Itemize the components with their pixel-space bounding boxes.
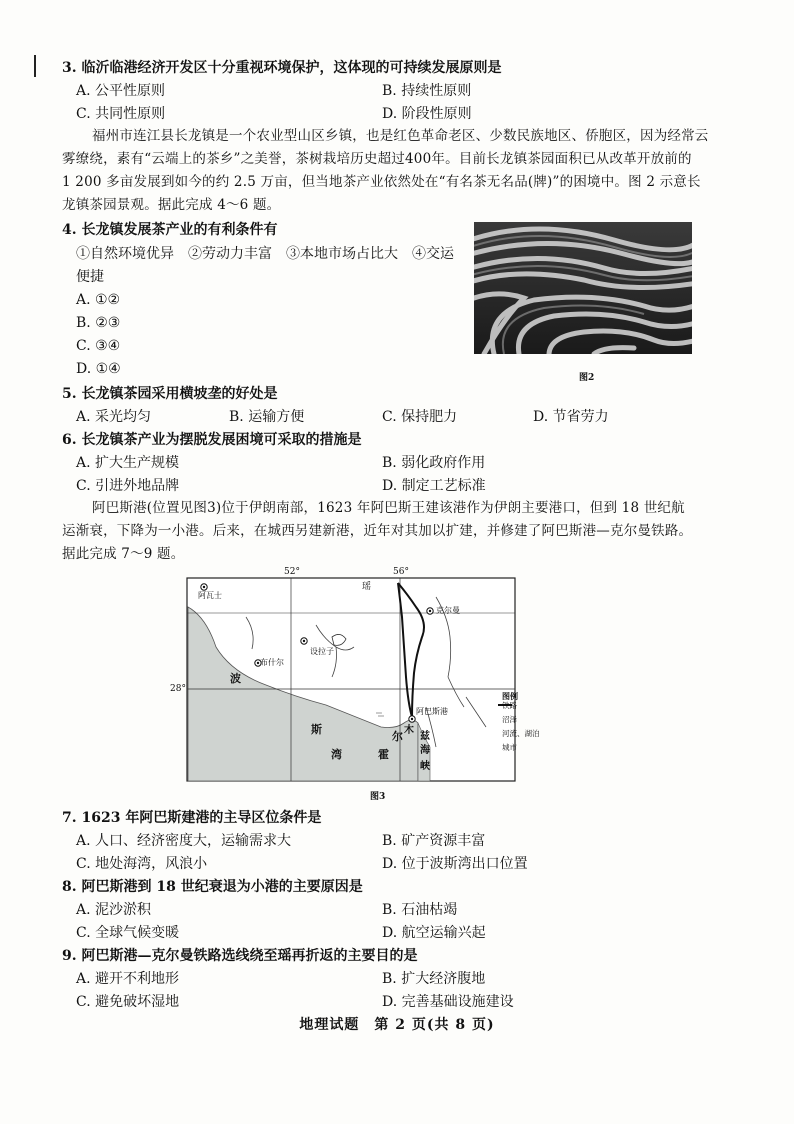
question-4-option-b: B. ②③	[76, 315, 121, 331]
city-label-ahvaz: 阿瓦士	[198, 591, 222, 600]
question-4-stem: 4. 长龙镇发展茶产业的有利条件有	[62, 222, 278, 238]
question-7-option-c: C. 地处海湾，风浪小	[76, 856, 208, 872]
water-label-hai: 海	[420, 745, 430, 756]
question-3-option-a: A. 公平性原则	[76, 83, 166, 99]
legend-title: 图例	[502, 691, 518, 701]
question-5-stem: 5. 长龙镇茶园采用横坡垄的好处是	[62, 386, 278, 402]
question-8-option-d: D. 航空运输兴起	[382, 925, 486, 941]
passage-1-line-2: 雾缭绕，素有“云端上的茶乡”之美誉，茶树栽培历史超过400年。目前长龙镇茶园面积已从改革开放前的	[62, 151, 692, 167]
question-4-option-c: C. ③④	[76, 338, 121, 354]
water-label-mu: 木	[404, 725, 414, 736]
question-3-option-d: D. 阶段性原则	[382, 106, 472, 122]
passage-2-line-3: 据此完成 7～9 题。	[62, 546, 185, 562]
question-5-option-b: B. 运输方便	[229, 409, 305, 425]
question-5-option-a: A. 采光均匀	[76, 409, 152, 425]
water-label-huo: 霍	[378, 748, 389, 761]
figure-3-caption: 图3	[370, 792, 386, 802]
question-6-option-a: A. 扩大生产规模	[76, 455, 180, 471]
question-3-stem: 3. 临沂临港经济开发区十分重视环境保护，这体现的可持续发展原则是	[62, 60, 502, 76]
margin-rule	[34, 55, 36, 77]
city-label-bandar-abbas: 阿巴斯港	[416, 707, 448, 716]
question-4-conditions-line-1: ①自然环境优异 ②劳动力丰富 ③本地市场占比大 ④交运	[76, 246, 454, 262]
question-9-option-c: C. 避免破坏湿地	[76, 994, 180, 1010]
question-6-stem: 6. 长龙镇茶产业为摆脱发展困境可采取的措施是	[62, 432, 362, 448]
page-footer: 地理试题 第 2 页(共 8 页)	[299, 1017, 495, 1033]
question-5-option-c: C. 保持肥力	[382, 409, 458, 425]
passage-2-line-1: 阿巴斯港(位置见图3)位于伊朗南部，1623 年阿巴斯王建该港作为伊朗主要港口，但到 18 世纪航	[92, 500, 685, 516]
question-7-option-b: B. 矿产资源丰富	[382, 833, 486, 849]
question-3-option-b: B. 持续性原则	[382, 83, 472, 99]
tea-terrace-photo	[474, 222, 692, 354]
question-7-option-a: A. 人口、经济密度大，运输需求大	[76, 833, 292, 849]
passage-2-line-2: 运渐衰，下降为一小港。后来，在城西另建新港，近年对其加以扩建，并修建了阿巴斯港—克尔曼铁路。	[62, 523, 693, 539]
city-label-shiraz: 设拉子	[310, 647, 334, 656]
question-9-option-b: B. 扩大经济腹地	[382, 971, 486, 987]
question-3-option-c: C. 共同性原则	[76, 106, 166, 122]
water-label-si: 斯	[311, 723, 322, 736]
legend-item-river-lake: 河流、湖泊	[502, 729, 540, 738]
water-label-er: 尔	[392, 730, 403, 743]
passage-1-line-1: 福州市连江县长龙镇是一个农业型山区乡镇，也是红色革命老区、少数民族地区、侨胞区，因为经常云	[92, 128, 709, 144]
water-label-wan: 湾	[331, 748, 342, 761]
water-label-zi: 兹	[420, 731, 430, 742]
water-label-bo: 波	[230, 672, 241, 685]
question-9-stem: 9. 阿巴斯港—克尔曼铁路选线绕至瑶再折返的主要目的是	[62, 948, 418, 964]
question-6-option-c: C. 引进外地品牌	[76, 478, 180, 494]
question-4-conditions-line-2: 便捷	[76, 269, 104, 285]
legend-item-railway: 铁路	[502, 701, 517, 710]
figure-3-map	[170, 567, 540, 782]
question-5-option-d: D. 节省劳力	[533, 409, 609, 425]
question-7-option-d: D. 位于波斯湾出口位置	[382, 856, 528, 872]
question-9-option-a: A. 避开不利地形	[76, 971, 180, 987]
longitude-56-label: 56°	[393, 567, 409, 577]
legend-item-city: 城市	[502, 743, 517, 752]
figure-2-caption: 图2	[579, 373, 595, 383]
latitude-28-label: 28°	[170, 684, 186, 694]
question-6-option-b: B. 弱化政府作用	[382, 455, 486, 471]
question-8-option-a: A. 泥沙淤积	[76, 902, 152, 918]
city-label-bushehr: 布什尔	[260, 658, 284, 667]
question-4-option-a: A. ①②	[76, 292, 121, 308]
city-label-kerman: 克尔曼	[436, 606, 460, 615]
water-label-xia: 峡	[420, 761, 430, 772]
question-7-stem: 7. 1623 年阿巴斯建港的主导区位条件是	[62, 810, 322, 826]
passage-1-line-3: 1 200 多亩发展到如今的约 2.5 万亩，但当地茶产业依然处在“有名茶无名品(牌)”的困境中。图 2 示意长	[62, 174, 701, 190]
land-label-yao: 瑶	[362, 582, 372, 592]
question-8-option-b: B. 石油枯竭	[382, 902, 458, 918]
question-4-option-d: D. ①④	[76, 361, 121, 377]
legend-item-swamp: 沼泽	[502, 715, 517, 724]
question-8-stem: 8. 阿巴斯港到 18 世纪衰退为小港的主要原因是	[62, 879, 363, 895]
question-8-option-c: C. 全球气候变暖	[76, 925, 180, 941]
question-6-option-d: D. 制定工艺标准	[382, 478, 486, 494]
passage-1-line-4: 龙镇茶园景观。据此完成 4～6 题。	[62, 197, 281, 213]
longitude-52-label: 52°	[284, 567, 300, 577]
question-9-option-d: D. 完善基础设施建设	[382, 994, 514, 1010]
